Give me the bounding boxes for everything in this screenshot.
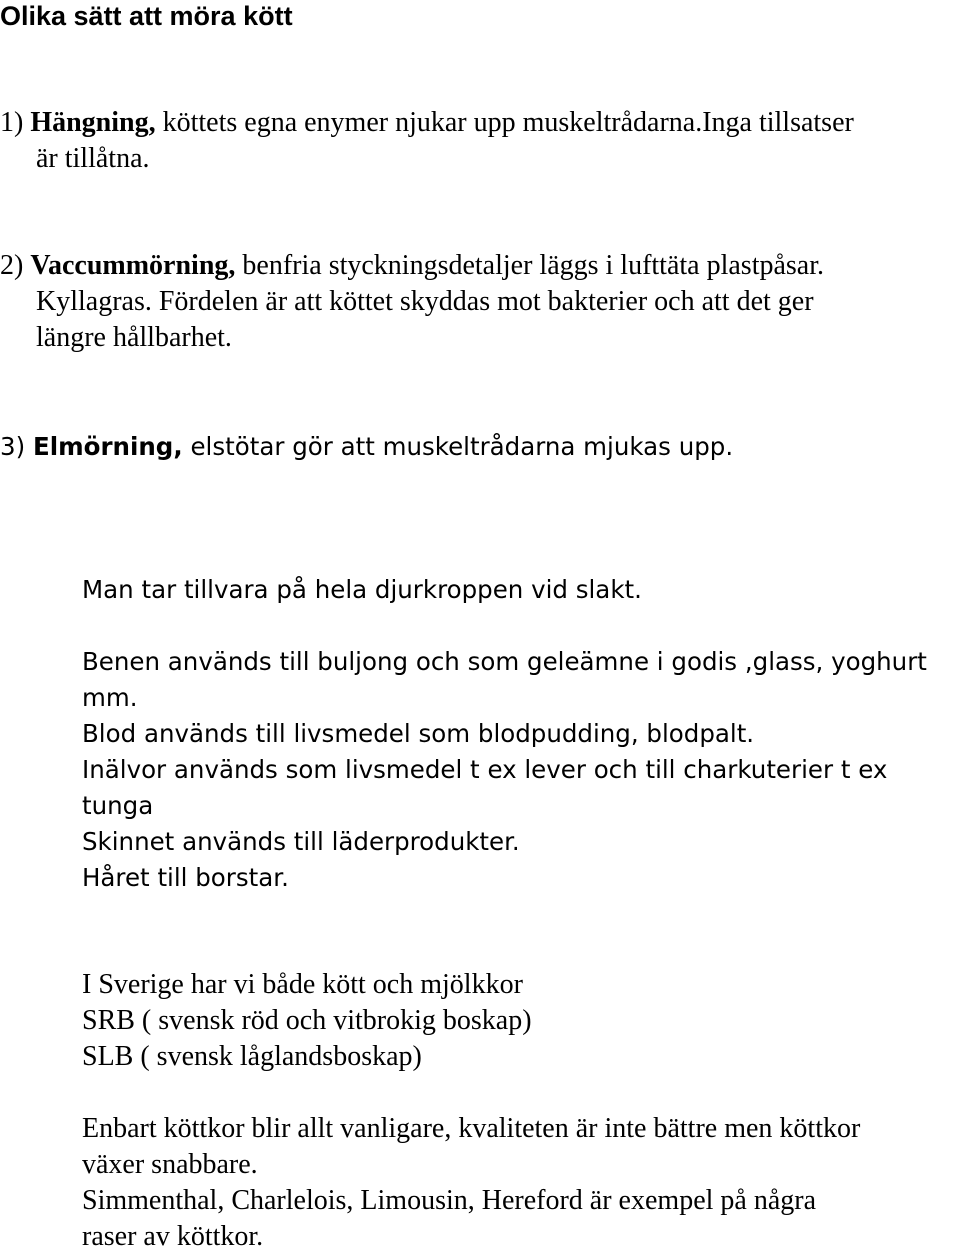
method-2 xyxy=(0,248,930,356)
uses-line-7: Håret till borstar. xyxy=(82,863,289,892)
uses-line-2: mm. xyxy=(82,683,138,712)
carcass-uses-intro-text: Man tar tillvara på hela djurkroppen vid slakt. xyxy=(82,575,642,604)
uses-line-1: Benen används till buljong och som geleämne i godis ,glass, yoghurt xyxy=(82,647,927,676)
method-2-number: 2) xyxy=(0,250,24,281)
method-1-line-1: köttets egna enymer njukar upp muskeltrådarna.Inga tillsatser xyxy=(162,107,854,138)
uses-line-3: Blod används till livsmedel som blodpudding, blodpalt. xyxy=(82,719,755,748)
beef-line-1: Enbart köttkor blir allt vanligare, kvaliteten är inte bättre men köttkor xyxy=(82,1113,861,1144)
page-title: Olika sätt att möra kött xyxy=(0,1,293,31)
breeds-line-1: I Sverige har vi både kött och mjölkkor xyxy=(82,969,523,1000)
method-2-term: Vaccummörning, xyxy=(30,250,236,281)
method-3 xyxy=(0,429,930,465)
breeds-line-2: SRB ( svensk röd och vitbrokig boskap) xyxy=(82,1005,532,1036)
method-1-number: 1) xyxy=(0,107,24,138)
carcass-uses-intro xyxy=(82,572,960,608)
carcass-uses-list xyxy=(82,644,960,896)
beef-line-4: raser av köttkor. xyxy=(82,1221,264,1252)
method-1-term: Hängning, xyxy=(30,107,156,138)
method-2-line-3: längre hållbarhet. xyxy=(36,322,232,353)
uses-line-6: Skinnet används till läderprodukter. xyxy=(82,827,520,856)
method-3-line-1: elstötar gör att muskeltrådarna mjukas upp. xyxy=(190,432,734,461)
method-3-term: Elmörning, xyxy=(32,432,183,461)
method-3-number: 3) xyxy=(0,432,26,461)
beef-line-2: växer snabbare. xyxy=(82,1149,258,1180)
breeds-section xyxy=(82,967,960,1075)
breeds-line-3: SLB ( svensk låglandsboskap) xyxy=(82,1041,422,1072)
method-2-line-2: Kyllagras. Fördelen är att köttet skyddas mot bakterier och att det ger xyxy=(36,286,814,317)
beef-cattle-section xyxy=(82,1111,960,1255)
method-2-line-1: benfria styckningsdetaljer läggs i lufttäta plastpåsar. xyxy=(242,250,825,281)
method-1-line-2: är tillåtna. xyxy=(36,143,150,174)
method-1 xyxy=(0,105,930,177)
uses-line-5: tunga xyxy=(82,791,154,820)
uses-line-4: Inälvor används som livsmedel t ex lever och till charkuterier t ex xyxy=(82,755,888,784)
beef-line-3: Simmenthal, Charlelois, Limousin, Hereford är exempel på några xyxy=(82,1185,817,1216)
